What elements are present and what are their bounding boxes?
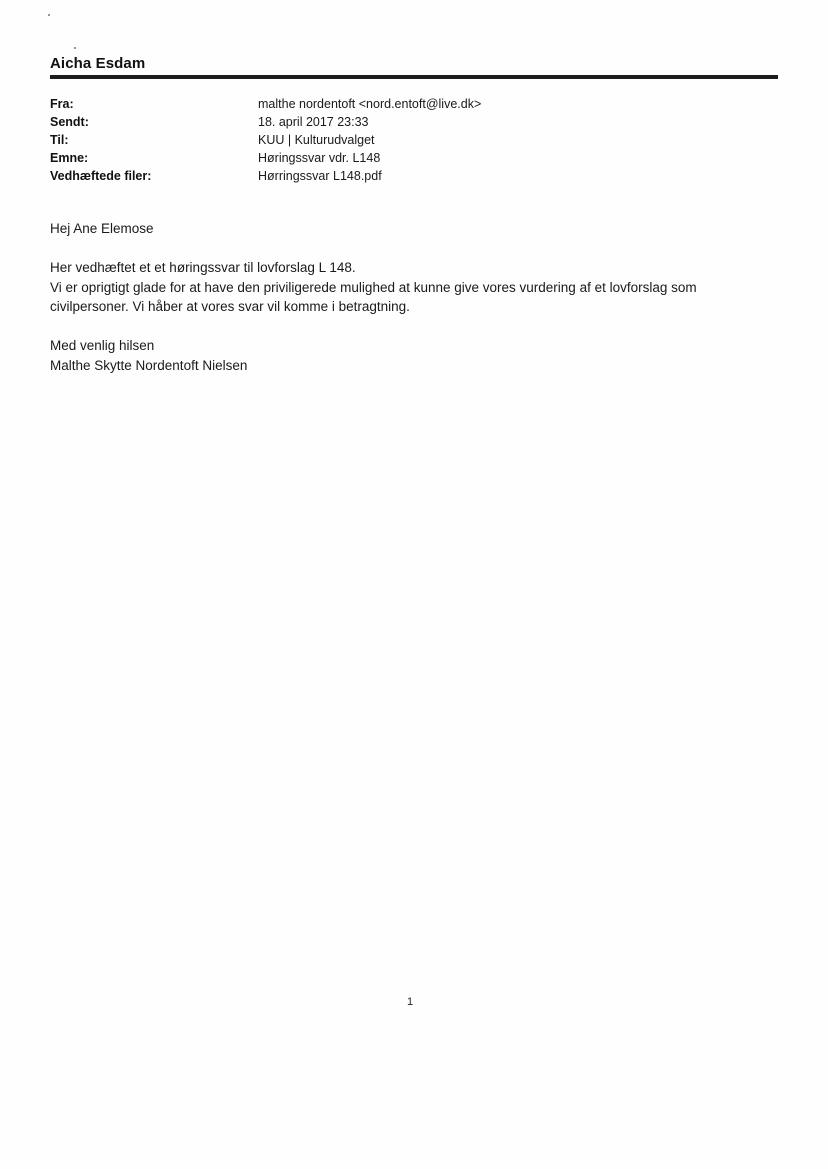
meta-value-from: malthe nordentoft <nord.entoft@live.dk> xyxy=(258,97,482,111)
meta-row-sent xyxy=(50,113,750,131)
meta-label-attachments: Vedhæftede filer: xyxy=(50,169,152,183)
email-body xyxy=(50,219,780,375)
email-meta xyxy=(50,95,750,185)
sender-name: Aicha Esdam xyxy=(50,55,146,72)
meta-label-sent: Sendt: xyxy=(50,115,89,129)
meta-row-from xyxy=(50,95,750,113)
meta-value-subject: Høringssvar vdr. L148 xyxy=(258,151,381,165)
body-line-1: Her vedhæftet et et høringssvar til lovforslag L 148. xyxy=(50,260,356,275)
body-line-3: civilpersoner. Vi håber at vores svar vil komme i betragtning. xyxy=(50,299,410,314)
body-signature: Malthe Skytte Nordentoft Nielsen xyxy=(50,357,248,373)
meta-row-subject xyxy=(50,149,750,167)
meta-label-subject: Emne: xyxy=(50,151,89,165)
body-greeting: Hej Ane Elemose xyxy=(50,221,154,236)
meta-label-from: Fra: xyxy=(50,97,74,111)
page-number: 1 xyxy=(406,996,414,1008)
body-closing: Med venlig hilsen xyxy=(50,338,155,353)
scan-speck xyxy=(48,14,50,16)
meta-label-to: Til: xyxy=(50,133,69,147)
meta-value-sent: 18. april 2017 23:33 xyxy=(258,115,369,129)
meta-row-attachments xyxy=(50,167,750,185)
meta-row-to xyxy=(50,131,750,149)
header-rule xyxy=(50,75,778,79)
meta-value-attachments: Hørringssvar L148.pdf xyxy=(258,169,382,183)
meta-value-to: KUU | Kulturudvalget xyxy=(258,133,375,147)
scan-speck xyxy=(74,47,76,49)
body-line-2: Vi er oprigtigt glade for at have den priviligerede mulighed at kunne give vores vurdering af et lovforslag som xyxy=(50,279,697,295)
